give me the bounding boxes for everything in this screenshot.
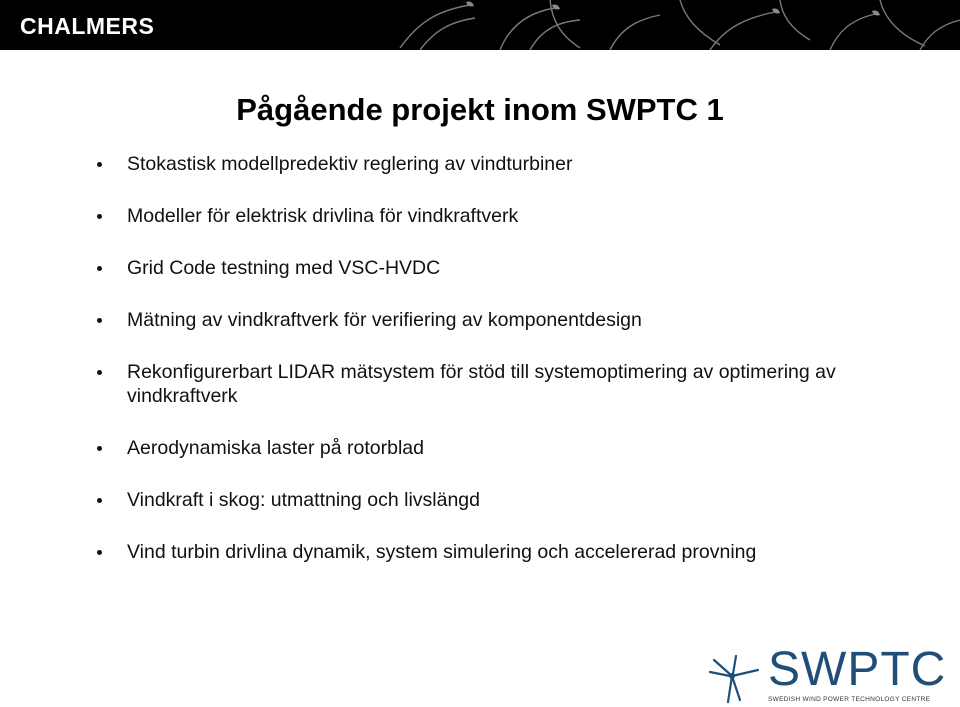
bullet-text: Stokastisk modellpredektiv reglering av vindturbiner	[127, 153, 573, 175]
list-item	[97, 204, 917, 228]
swptc-logo	[706, 643, 947, 706]
bullet-text: Mätning av vindkraftverk för verifiering av komponentdesign	[127, 309, 642, 331]
bullet-icon	[97, 162, 102, 167]
bullet-text: Rekonfigurerbart LIDAR mätsystem för stöd till systemoptimering av optimering av vindkraftverk	[127, 361, 836, 407]
list-item	[97, 256, 917, 280]
list-item	[97, 488, 917, 512]
bullet-list	[97, 152, 917, 592]
bullet-icon	[97, 370, 102, 375]
bullet-icon	[97, 318, 102, 323]
logo-wordmark: SWPTC	[768, 643, 947, 696]
wind-turbine-icon	[706, 652, 762, 704]
bullet-icon	[97, 550, 102, 555]
list-item	[97, 360, 917, 408]
bullet-icon	[97, 446, 102, 451]
logo-subtitle: SWEDISH WIND POWER TECHNOLOGY CENTRE	[768, 696, 931, 703]
list-item	[97, 540, 917, 564]
bullet-text: Grid Code testning med VSC-HVDC	[127, 257, 441, 279]
decorative-swirl-ornament	[380, 0, 960, 50]
bullet-icon	[97, 266, 102, 271]
list-item	[97, 152, 917, 176]
header-bar	[0, 0, 960, 50]
bullet-icon	[97, 498, 102, 503]
list-item	[97, 308, 917, 332]
slide-title: Pågående projekt inom SWPTC 1	[236, 92, 724, 127]
chalmers-logo: CHALMERS	[20, 13, 155, 39]
bullet-text: Vind turbin drivlina dynamik, system simulering och accelererad provning	[127, 541, 757, 563]
bullet-text: Vindkraft i skog: utmattning och livslängd	[127, 489, 480, 511]
bullet-text: Aerodynamiska laster på rotorblad	[127, 437, 424, 459]
bullet-text: Modeller för elektrisk drivlina för vindkraftverk	[127, 205, 519, 227]
list-item	[97, 436, 917, 460]
bullet-icon	[97, 214, 102, 219]
